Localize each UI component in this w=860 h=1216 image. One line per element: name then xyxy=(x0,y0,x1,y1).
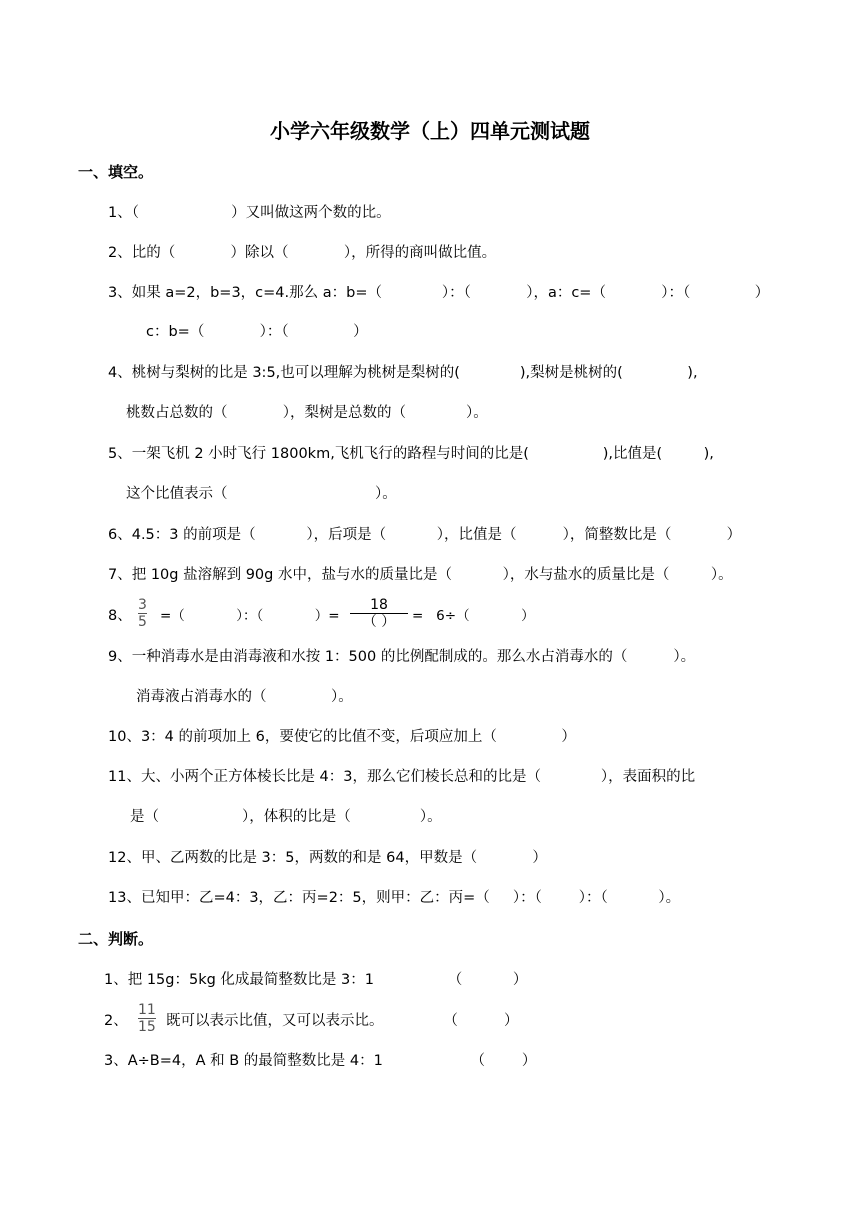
question-5-line-2: 这个比值表示（ ）。 xyxy=(126,486,397,502)
question-4-line-1: 4、桃树与梨树的比是 3:5,也可以理解为桃树是梨树的( ),梨树是桃树的( ), xyxy=(108,365,698,381)
fraction-numerator: 11 xyxy=(138,1002,156,1018)
question-5-line-1: 5、一架飞机 2 小时飞行 1800km,飞机飞行的路程与时间的比是( ),比值是( ), xyxy=(108,446,714,462)
question-6: 6、4.5：3 的前项是（ ），后项是（ ），比值是（ ），简整数比是（ ） xyxy=(108,527,742,543)
question-11-line-2: 是（ ），体积的比是（ ）。 xyxy=(130,809,442,825)
question-9-line-1: 9、一种消毒水是由消毒液和水按 1：500 的比例配制成的。那么水占消毒水的（ ）。 xyxy=(108,649,696,665)
question-7: 7、把 10g 盐溶解到 90g 水中，盐与水的质量比是（ ），水与盐水的质量比是（ ）。 xyxy=(108,567,733,583)
judgment-question-2-label: 2、 xyxy=(104,1013,128,1029)
question-11-line-1: 11、大、小两个正方体棱长比是 4：3，那么它们棱长总和的比是（ ），表面积的比 xyxy=(108,769,696,785)
fraction-numerator: 18 xyxy=(370,597,388,613)
question-8-fraction-2 xyxy=(350,597,408,630)
question-12: 12、甲、乙两数的比是 3：5，两数的和是 64，甲数是（ ） xyxy=(108,850,547,866)
question-8-tail: = 6÷（ ） xyxy=(412,608,535,624)
fraction-numerator: 3 xyxy=(138,597,147,613)
question-3-line-1: 3、如果 a=2，b=3，c=4.那么 a：b=（ ）：（ ），a：c=（ ）：（ ） xyxy=(108,285,770,301)
question-2: 2、比的（ ）除以（ ），所得的商叫做比值。 xyxy=(108,245,497,261)
section-heading-judgment: 二、判断。 xyxy=(78,930,154,948)
question-13: 13、已知甲：乙=4：3，乙：丙=2：5，则甲：乙：丙=（ ）：（ ）：（ ）。 xyxy=(108,890,681,906)
section-heading-fill-in: 一、填空。 xyxy=(78,163,154,181)
question-3-line-2: c：b=（ ）：（ ） xyxy=(146,324,368,340)
judgment-question-2-fraction xyxy=(138,1002,156,1035)
judgment-question-2-text: 既可以表示比值，又可以表示比。 （ ） xyxy=(166,1013,519,1029)
page-title: 小学六年级数学（上）四单元测试题 xyxy=(270,119,590,143)
question-8-label: 8、 xyxy=(108,608,132,624)
question-8-middle: =（ ）：（ ）= xyxy=(160,608,340,624)
question-1: 1、（ ）又叫做这两个数的比。 xyxy=(108,205,391,221)
judgment-question-1: 1、把 15g：5kg 化成最简整数比是 3：1 （ ） xyxy=(104,972,528,988)
question-4-line-2: 桃数占总数的（ ），梨树是总数的（ ）。 xyxy=(126,405,488,421)
question-9-line-2: 消毒液占消毒水的（ ）。 xyxy=(136,689,353,705)
fraction-denominator: 5 xyxy=(138,614,147,630)
fraction-denominator: 15 xyxy=(138,1019,156,1035)
judgment-question-3: 3、A÷B=4，A 和 B 的最简整数比是 4：1 （ ） xyxy=(104,1053,537,1069)
question-8-fraction-1 xyxy=(138,597,147,630)
fraction-denominator: （ ） xyxy=(362,614,396,630)
question-10: 10、3：4 的前项加上 6，要使它的比值不变，后项应加上（ ） xyxy=(108,729,576,745)
